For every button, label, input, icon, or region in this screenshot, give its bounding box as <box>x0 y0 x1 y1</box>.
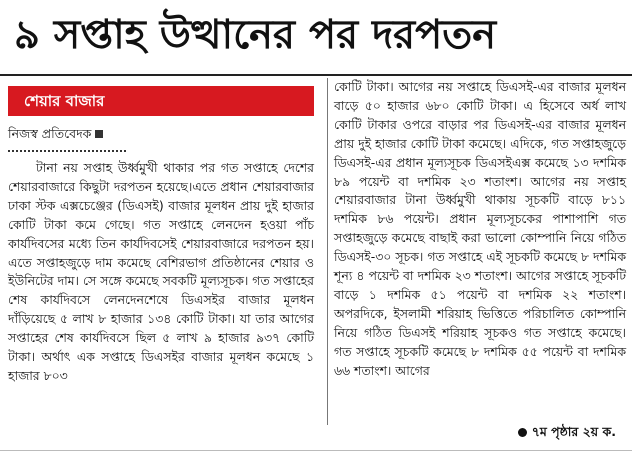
headline-rule <box>0 74 632 76</box>
continuation-note <box>518 424 616 444</box>
bullet-icon <box>518 428 527 437</box>
bottom-rule <box>0 450 632 451</box>
byline-text: নিজস্ব প্রতিবেদক <box>8 126 92 141</box>
article-body-left-column: টানা নয় সপ্তাহ উর্ধ্বমুখী থাকার পর গত সপ্তাহে দেশের শেয়ারবাজারে কিছুটা দরপতন হয়েছে।এতে প্রধান শেয়ারবাজার ঢাকা স্টক এক্সচেঞ্জের (ডিএসই) বাজার মূলধন প্রায় দুই হাজার কোটি টাকা কমে গেছে। গত সপ্তাহে লেনদেন হওয়া পাঁচ কার্যদিবসের মধ্যে তিন কার্যদিবসেই শেয়ারবাজারে দরপতন হয়। এতে সপ্তাহজুড়ে দাম কমেছে বেশিরভাগ প্রতিষ্ঠানের শেয়ার ও ইউনিটের দাম। সে সঙ্গে কমেছে সবকটি মূল্যসূচক। গত সপ্তাহের শেষ কার্যদিবসে লেনদেনশেষে ডিএসইর বাজার মূলধন দাঁড়িয়েছে ৫ লাখ ৮ হাজার ১৩৪ কোটি টাকা। যা তার আগের সপ্তাহের শেষ কার্যদিবসে ছিল ৫ লাখ ৯ হাজার ৯৩৭ কোটি টাকা। অর্থাৎ এক সপ্তাহে ডিএসইর বাজার মূলধন কমেছে ১ হাজার ৮০৩ <box>8 160 314 383</box>
column-divider <box>327 78 328 425</box>
byline-square-icon <box>95 130 103 138</box>
section-label: শেয়ার বাজার <box>24 92 105 110</box>
dotted-separator <box>8 150 126 152</box>
article-body-right-column: কোটি টাকা। আগের নয় সপ্তাহে ডিএসই-এর বাজার মূলধন বাড়ে ৫০ হাজার ৬৮০ কোটি টাকা। এ হিসেবে অর্ধ লাখ কোটি টাকার ওপরে বাড়ার পর ডিএসই-এর বাজার মূলধন প্রায় দুই হাজার কোটি টাকা কমেছে। এদিকে, গত সপ্তাহজুড়ে ডিএসই-এর প্রধান মূল্যসূচক ডিএসইএক্স কমেছে ১৩ দশমিক ৮৯ পয়েন্ট বা দশমিক ২৩ শতাংশ। আগের নয় সপ্তাহ শেয়ারবাজার টানা উর্ধ্বমুখী থাকায় সূচকটি বাড়ে ৮১১ দশমিক ৮৬ পয়েন্ট। প্রধান মূল্যসূচকের পাশাপাশি গত সপ্তাহজুড়ে কমেছে বাছাই করা ভালো কোম্পানি নিয়ে গঠিত ডিএসই-৩০ সূচক। গত সপ্তাহে এই সূচকটি কমেছে ৮ দশমিক শূন্য ৪ পয়েন্ট বা দশমিক ২৩ শতাংশ। আগের সপ্তাহে সূচকটি বাড়ে ১ দশমিক ৫১ পয়েন্ট বা দশমিক ২২ শতাংশ। অপরদিকে, ইসলামী শরিয়াহ ভিত্তিতে পরিচালিত কোম্পানি নিয়ে গঠিত ডিএসই শরিয়াহ সূচকও গত সপ্তাহে কমেছে। গত সপ্তাহে সূচকটি কমেছে ৮ দশমিক ৫৫ পয়েন্ট বা দশমিক ৬৬ শতাংশ। আগের <box>334 79 626 378</box>
byline <box>8 126 103 142</box>
headline: ৯ সপ্তাহ উত্থানের পর দরপতন <box>14 12 497 58</box>
continuation-text: ৭ম পৃষ্ঠার ২য় ক. <box>531 424 616 439</box>
